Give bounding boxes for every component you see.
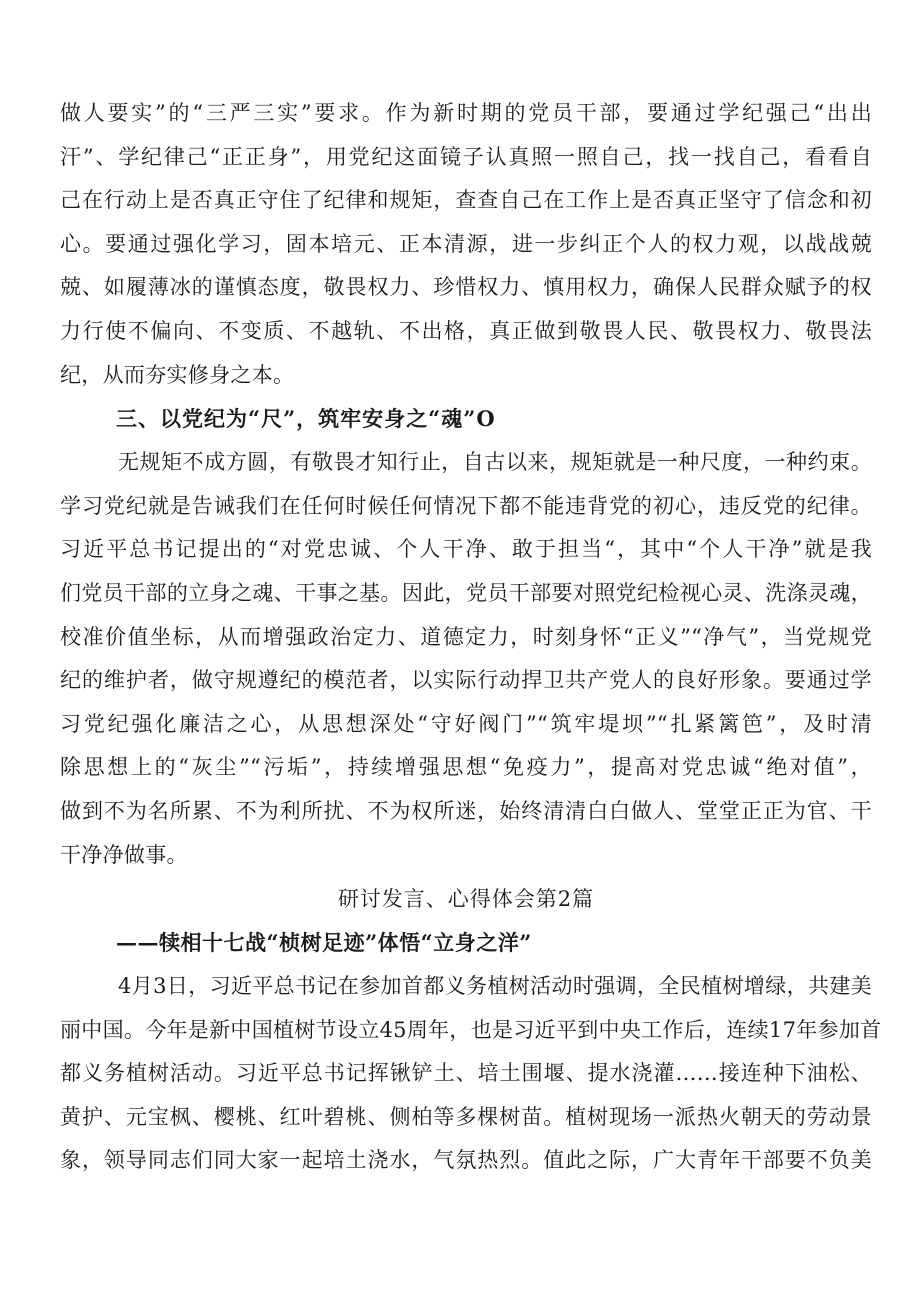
article-subtitle: ——犊相十七战“桢树足迹”体悟“立身之洋” bbox=[116, 930, 532, 956]
paragraph-2 bbox=[60, 441, 872, 877]
text-line: 们党员干部的立身之魂、干事之基。因此，党员干部要对照党纪检视心灵、洗涤灵魂， bbox=[60, 580, 872, 605]
section-heading: 三、以党纪为“尺”，筑牢安身之“魂”O bbox=[116, 406, 496, 432]
text-line: 除思想上的“灰尘”“污垢”，持续增强思想“免疫力”，提高对党忠诚“绝对值”， bbox=[60, 755, 872, 780]
text-line: 纪，从而夯实修身之本。 bbox=[60, 362, 295, 387]
text-line: 做人要实”的“三严三实”要求。作为新时期的党员干部，要通过学纪强己“出出 bbox=[60, 101, 872, 125]
paragraph-3 bbox=[60, 965, 882, 1183]
text-line: 象，领导同志们同大家一起培土浇水，气氛热烈。值此之际，广大青年干部要不负美 bbox=[60, 1148, 872, 1173]
text-line: 汗”、学纪律己“正正身”，用党纪这面镜子认真照一照自己，找一找自己，看看自 bbox=[60, 144, 872, 169]
document-page bbox=[60, 92, 882, 1183]
text-line: 丽中国。今年是新中国植树节设立45周年，也是习近平到中央工作后，连续17年参加首 bbox=[60, 1017, 882, 1042]
text-line: 做到不为名所累、不为利所扰、不为权所迷，始终清清白白做人、堂堂正正为官、干 bbox=[60, 798, 872, 823]
paragraph-1 bbox=[60, 92, 872, 397]
text-line: 力行使不偏向、不变质、不越轨、不出格，真正做到敬畏人民、敬畏权力、敬畏法 bbox=[60, 318, 872, 343]
text-line: 心。要通过强化学习，固本培元、正本清源，进一步纠正个人的权力观，以战战兢 bbox=[60, 231, 872, 256]
text-line: 黄护、元宝枫、樱桃、红叶碧桃、侧柏等多棵树苗。植树现场一派热火朝天的劳动景 bbox=[60, 1104, 872, 1129]
text-line: 己在行动上是否真正守住了纪律和规矩，查查自己在工作上是否真正坚守了信念和初 bbox=[60, 188, 872, 213]
text-line: 干净净做事。 bbox=[60, 842, 188, 867]
text-line: 纪的维护者，做守规遵纪的模范者，以实际行动捍卫共产党人的良好形象。要通过学 bbox=[60, 668, 872, 693]
text-line: 都义务植树活动。习近平总书记挥锹铲土、培土围堰、提水浇灌……接连种下油松、 bbox=[60, 1061, 872, 1086]
text-line: 习党纪强化廉洁之心，从思想深处“守好阀门”“筑牢堤坝”“扎紧篱笆”，及时清 bbox=[60, 711, 872, 736]
text-line: 无规矩不成方圆，有敬畏才知行止，自古以来，规矩就是一种尺度，一种约束。 bbox=[118, 450, 872, 475]
text-line: 校准价值坐标，从而增强政治定力、道德定力，时刻身怀“正义”“净气”，当党规党 bbox=[60, 624, 872, 649]
text-line: 学习党纪就是告诫我们在任何时候任何情况下都不能违背党的初心，违反党的纪律。 bbox=[60, 493, 872, 518]
text-line: 习近平总书记提出的“对党忠诚、个人干净、敢于担当“，其中“个人干净”就是我 bbox=[60, 537, 872, 562]
text-line: 兢、如履薄冰的谨慎态度，敬畏权力、珍惜权力、慎用权力，确保人民群众赋予的权 bbox=[60, 275, 872, 300]
text-line: 4月3日，习近平总书记在参加首都义务植树活动时强调，全民植树增绿，共建美 bbox=[118, 974, 872, 999]
article-title: 研讨发言、心得体会第2篇 bbox=[337, 887, 595, 912]
